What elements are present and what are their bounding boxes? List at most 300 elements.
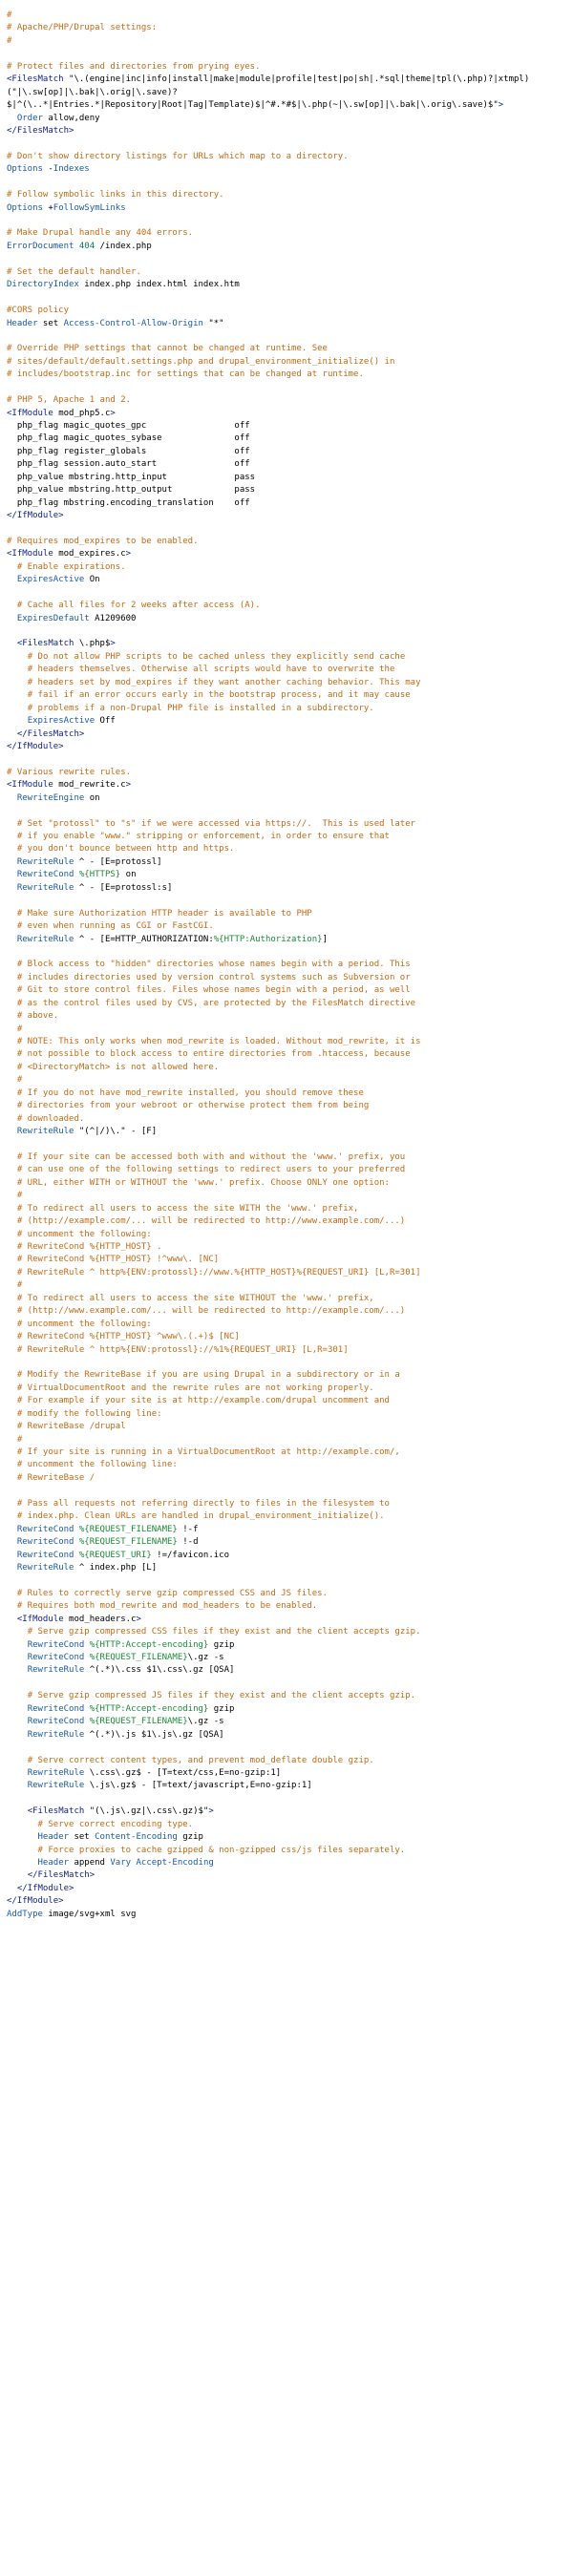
text-token [7,1268,17,1277]
directive-token: RewriteCond [27,1639,85,1650]
code-line [7,1190,573,1202]
tag-token: <IfModule [7,780,53,791]
code-line [7,843,573,855]
comment-token: # [16,1075,23,1086]
code-line [7,202,573,215]
comment-token: # Protect files and directories from prying eyes. [7,61,261,72]
text-token: ^ index.php [L] [74,1562,158,1573]
code-line [7,587,573,600]
directive-token: RewriteRule [27,1781,85,1791]
comment-token: # [16,1280,23,1291]
text-token [7,652,28,662]
code-line [7,1626,573,1638]
code-line [7,805,573,817]
comment-token: # headers set by mod_expires if they want another caching behavior. This may [27,677,421,687]
code-line [7,151,573,163]
code-line [7,1087,573,1100]
comment-token: # includes directories used by version control systems such as Subversion or [16,972,411,982]
code-line [7,1024,573,1036]
comment-token: # [16,1434,23,1445]
comment-token: # above. [16,1011,59,1022]
text-token [7,1409,17,1419]
comment-token: #CORS policy [7,306,70,316]
comment-token: # Override PHP settings that cannot be changed at runtime. See [7,344,328,354]
text-token [7,921,17,931]
code-line [7,215,573,227]
comment-token: # Rules to correctly serve gzip compressed CSS and JS files. [16,1588,328,1598]
text-token [7,1063,17,1072]
code-line [7,1742,573,1754]
directive-token: RewriteCond [16,1550,74,1560]
text-token: ^ - [E=protossl] [74,856,162,867]
number-token: 404 [78,241,96,251]
variable-token: %{REQUEST_FILENAME} [78,1524,178,1534]
comment-token: # index.php. Clean URLs are handled in drupal_environment_initialize(). [16,1511,385,1522]
text-token [7,1499,17,1509]
text-token [7,1858,38,1868]
code-line [7,703,573,715]
comment-token: # [16,1024,23,1034]
code-line [7,48,573,60]
code-line [7,241,573,253]
text-token: php_value mbstring.http_output pass [7,485,256,496]
code-line [7,1472,573,1485]
code-line [7,394,573,407]
text-token [7,1551,17,1560]
comment-token: # [7,35,12,46]
code-line [7,651,573,664]
comment-token: # includes/bootstrap.inc for settings that can be changed at runtime. [7,370,364,380]
text-token [7,985,17,995]
comment-token: # Pass all requests not referring directly to files in the filesystem to [16,1498,390,1509]
text-token [7,1640,28,1650]
code-line [7,35,573,48]
code-line [7,1831,573,1844]
directive-token: ExpiresDefault [16,613,90,623]
comment-token: # fail if an error occurs early in the bootstrap process, and it may cause [27,690,411,701]
code-line [7,1562,573,1574]
directive-token: RewriteEngine [16,792,85,803]
text-token [7,1691,28,1700]
text-token: index.php index.html index.htm [78,280,240,290]
code-line [7,1690,573,1702]
comment-token: # VirtualDocumentRoot and the rewrite rules are not working properly. [16,1383,374,1393]
text-token [7,1525,17,1534]
tag-token: </IfModule> [7,511,64,521]
tag-token: > [136,1614,141,1624]
comment-token: # RewriteCond %{HTTP_HOST} . [16,1242,162,1252]
comment-token: # (http://www.example.com/... will be redirected to http://example.com/...) [16,1306,406,1317]
code-line [7,1408,573,1421]
comment-token: # Requires mod_expires to be enabled. [7,536,199,546]
code-line [7,972,573,984]
directive-token: Access-Control-Allow-Origin [63,318,203,328]
code-line [7,1793,573,1805]
directive-token: RewriteRule [27,1729,85,1740]
code-line [7,1639,573,1652]
code-line [7,869,573,881]
code-line [7,600,573,612]
comment-token: # [7,11,12,20]
code-line [7,998,573,1010]
text-token: on [84,792,100,803]
directive-token: ErrorDocument [7,241,74,251]
code-line [7,356,573,369]
directive-token: Options [7,202,43,213]
comment-token: # Requires both mod_rewrite and mod_headers to be enabled. [16,1601,318,1612]
comment-token: # To redirect all users to access the site WITHOUT the 'www.' prefix, [16,1293,374,1303]
text-token [7,857,17,867]
comment-token: # If you do not have mod_rewrite installed, you should remove these [16,1087,364,1098]
code-line [7,1203,573,1215]
code-line [7,1819,573,1831]
code-line [7,1279,573,1292]
tag-token: > [110,639,116,649]
text-token [7,1473,17,1483]
text-token [7,1075,17,1085]
text-token: mod_headers.c [63,1614,137,1624]
comment-token: # PHP 5, Apache 1 and 2. [7,395,132,406]
comment-token: # Set "protossl" to "s" if we were accessed via https://. This is used later [16,818,416,829]
text-token [7,1781,28,1790]
code-line [7,305,573,317]
directive-token: RewriteCond [27,1653,85,1662]
code-line [7,1664,573,1677]
comment-token: # Serve gzip compressed CSS files if they exist and the client accepts gzip. [27,1627,421,1637]
text-token: A1209600 [89,613,137,623]
code-line [7,1459,573,1471]
code-line [7,1600,573,1613]
text-token [7,1870,28,1880]
code-line [7,125,573,137]
text-token [7,114,17,123]
code-line [7,753,573,766]
text-token: \.css\.gz$ - [T=text/css,E=no-gzip:1] [84,1767,282,1778]
code-line [7,895,573,907]
comment-token: # To redirect all users to access the site WITH the 'www.' prefix, [16,1203,359,1214]
code-line [7,818,573,831]
comment-token: # Serve correct content types, and prevent mod_deflate double gzip. [27,1755,374,1765]
code-line [7,613,573,625]
tag-token: </FilesMatch> [27,1870,96,1881]
text-token [7,883,17,893]
code-line [7,1305,573,1318]
code-line [7,1395,573,1407]
code-line [7,74,573,86]
comment-token: # directories from your webroot or otherwise protect them from being [16,1101,370,1111]
text-token [7,1730,28,1740]
comment-token: # NOTE: This only works when mod_rewrite is loaded. Without mod_rewrite, it is [16,1037,421,1046]
comment-token: # For example if your site is at http://example.com/drupal uncomment and [16,1396,390,1406]
code-line [7,408,573,420]
variable-token: %{HTTPS} [78,870,121,880]
code-line [7,99,573,112]
text-token [7,870,17,879]
comment-token: # headers themselves. Otherwise all scripts would have to overwrite the [27,665,395,675]
code-line [7,1716,573,1728]
code-line [7,1421,573,1433]
code-line [7,1845,573,1857]
text-token [7,844,17,854]
code-line [7,946,573,959]
code-line [7,792,573,805]
text-token [7,1653,28,1662]
code-line [7,779,573,792]
code-line [7,882,573,895]
code-line [7,1369,573,1382]
directive-token: RewriteRule [16,934,74,944]
directive-token: DirectoryIndex [7,280,79,290]
text-token: set [37,318,64,328]
code-line [7,1434,573,1446]
code-line [7,1062,573,1074]
tag-token: </IfModule> [7,741,64,751]
text-token [7,1255,17,1264]
code-line [7,382,573,394]
code-line [7,1010,573,1023]
code-line [7,1331,573,1343]
text-token: On [84,575,100,585]
directive-token: Order [16,113,43,123]
text-token [7,909,17,918]
comment-token: # problems if a non-Drupal PHP file is installed in a subdirectory. [27,703,374,713]
text-token [7,1011,17,1021]
comment-token: # even when running as CGI or FastCGI. [16,921,214,932]
text-token [7,1191,17,1200]
code-line [7,1588,573,1600]
text-token: gzip [177,1832,203,1843]
directive-token: ExpiresActive [16,575,85,585]
text-token [7,1756,28,1765]
code-line [7,484,573,496]
comment-token: # uncomment the following: [16,1319,152,1329]
variable-token: %{REQUEST_FILENAME} [89,1653,188,1662]
code-line [7,1254,573,1266]
directive-token: RewriteRule [27,1767,85,1778]
text-token [7,1024,17,1034]
text-token [7,1447,17,1457]
code-line [7,87,573,99]
text-token [7,1806,28,1816]
code-line [7,343,573,355]
directive-token: Header [37,1832,70,1843]
tag-token: </FilesMatch> [7,125,74,136]
code-line [7,934,573,946]
code-line [7,1113,573,1126]
code-line [7,536,573,548]
code-line [7,1177,573,1190]
directive-token: RewriteRule [16,882,74,893]
directive-token: RewriteCond [27,1703,85,1714]
code-line [7,959,573,971]
code-line [7,1780,573,1792]
code-line [7,1755,573,1767]
text-token [7,1165,17,1174]
code-line [7,664,573,676]
code-line [7,1485,573,1497]
code-line [7,1267,573,1279]
directive-token: RewriteRule [16,856,74,867]
code-line [7,831,573,843]
directive-token: RewriteRule [16,1562,74,1573]
directive-token: RewriteCond [16,870,74,880]
code-line [7,920,573,933]
text-token [7,1049,17,1059]
code-line [7,1319,573,1331]
code-line [7,523,573,536]
text-token [7,1294,17,1303]
comment-token: # you don't bounce between http and https. [16,844,235,855]
text-token [7,601,17,610]
comment-token: # Serve gzip compressed JS files if they exist and the client accepts gzip. [27,1691,416,1701]
text-token [7,1627,28,1636]
text-token [7,1511,17,1521]
code-line [7,266,573,279]
text-token [7,999,17,1008]
text-token [7,704,28,713]
text-token [7,1204,17,1214]
variable-token: %{REQUEST_FILENAME} [78,1537,178,1548]
text-token: !-f [177,1524,199,1534]
code-line [7,1293,573,1305]
tag-token: <FilesMatch [27,1806,85,1817]
text-token [7,1088,17,1098]
directive-token: RewriteCond [16,1537,74,1548]
text-token [7,819,17,829]
text-token: \.php$ [74,639,111,649]
code-line [7,369,573,381]
code-line [7,728,573,741]
comment-token: # URL, either WITH or WITHOUT the 'www.' prefix. Choose ONLY one option: [16,1177,390,1188]
code-line [7,741,573,753]
text-token [7,1037,17,1046]
directive-token: Indexes [53,164,90,175]
directive-token: Header [37,1858,70,1868]
code-line [7,1139,573,1151]
code-line [7,1909,573,1921]
code-line [7,1805,573,1818]
text-token [7,1460,17,1469]
text-token [7,1589,17,1598]
comment-token: # Set the default handler. [7,266,141,277]
code-line [7,1229,573,1241]
code-line [7,1767,573,1780]
text-token: php_flag mbstring.encoding_translation off [7,497,250,508]
directive-token: RewriteRule [27,1665,85,1676]
variable-token: %{HTTP:Accept-encoding} [89,1639,209,1650]
variable-token: %{REQUEST_FILENAME} [89,1717,188,1727]
text-token [7,1768,28,1778]
text-token [7,1216,17,1226]
text-token: /index.php [95,241,152,251]
text-token: - [42,164,53,175]
code-line [7,677,573,689]
text-token [7,1345,17,1355]
comment-token: # modify the following line: [16,1408,162,1419]
text-token [7,1665,28,1675]
code-line [7,458,573,471]
code-line [7,1126,573,1138]
text-token: php_flag magic_quotes_gpc off [7,421,250,431]
comment-token: # Cache all files for 2 weeks after access (A). [16,601,261,611]
text-token [7,639,17,648]
tag-token: </IfModule> [7,1896,64,1907]
comment-token: # Make sure Authorization HTTP header is available to PHP [16,908,312,918]
code-line [7,446,573,458]
text-token: ("|\.sw[op]|\.bak|\.orig|\.save)? [7,87,178,97]
text-token [7,1537,17,1547]
comment-token: # Force proxies to cache gzipped & non-gzipped css/js files separately. [37,1845,406,1855]
code-line [7,1100,573,1112]
code-line [7,1344,573,1357]
code-line [7,137,573,150]
text-token [7,960,17,969]
text-token: ^(.*)\.css $1\.css\.gz [QSA] [84,1665,235,1676]
code-line [7,1895,573,1908]
text-token: php_value mbstring.http_input pass [7,472,256,482]
comment-token: # RewriteBase / [16,1472,96,1483]
text-token [7,1320,17,1329]
comment-token: # if you enable "www." stripping or enforcement, in order to ensure that [16,832,390,841]
comment-token: # can use one of the following settings to redirect users to your preferred [16,1165,406,1175]
text-token [7,793,17,803]
text-token [7,1717,28,1726]
code-line [7,497,573,510]
code-line [7,177,573,189]
tag-token: > [110,408,116,418]
code-line [7,1383,573,1395]
comment-token: # Enable expirations. [16,561,126,572]
code-line [7,22,573,34]
code-line [7,1869,573,1882]
tag-token: <FilesMatch [7,74,64,85]
text-token [7,1563,17,1573]
comment-token: # Serve correct encoding type. [37,1819,194,1829]
variable-token: %{REQUEST_URI} [78,1550,152,1560]
code-line [7,10,573,22]
comment-token: # RewriteBase /drupal [16,1422,126,1432]
directive-token: AddType [7,1909,43,1919]
code-line [7,163,573,176]
text-token: mod_rewrite.c [53,780,126,791]
code-line [7,61,573,74]
variable-token: %{HTTP:Authorization} [213,934,323,944]
text-token: ^(.*)\.js $1\.js\.gz [QSA] [84,1729,224,1740]
code-line [7,856,573,869]
tag-token: <FilesMatch [16,639,74,649]
text-token [7,1615,17,1624]
text-token [7,665,28,674]
variable-token: %{HTTP:Accept-encoding} [89,1703,209,1714]
text-token [7,1114,17,1124]
code-line [7,318,573,330]
text-token [7,1704,28,1714]
code-line [7,767,573,779]
code-line [7,1036,573,1048]
code-line [7,574,573,586]
code-line [7,561,573,574]
text-token: \.gz -s [187,1717,224,1727]
code-line [7,548,573,560]
text-token: gzip [208,1703,235,1714]
text-token: !-d [177,1537,199,1548]
tag-token: <IfModule [7,549,53,560]
code-line [7,1614,573,1626]
text-token [7,690,28,700]
comment-token: # Do not allow PHP scripts to be cached unless they explicitly send cache [27,651,406,662]
code-line [7,1550,573,1562]
comment-token: # as the control files used by CVS, are protected by the FilesMatch directive [16,998,416,1008]
